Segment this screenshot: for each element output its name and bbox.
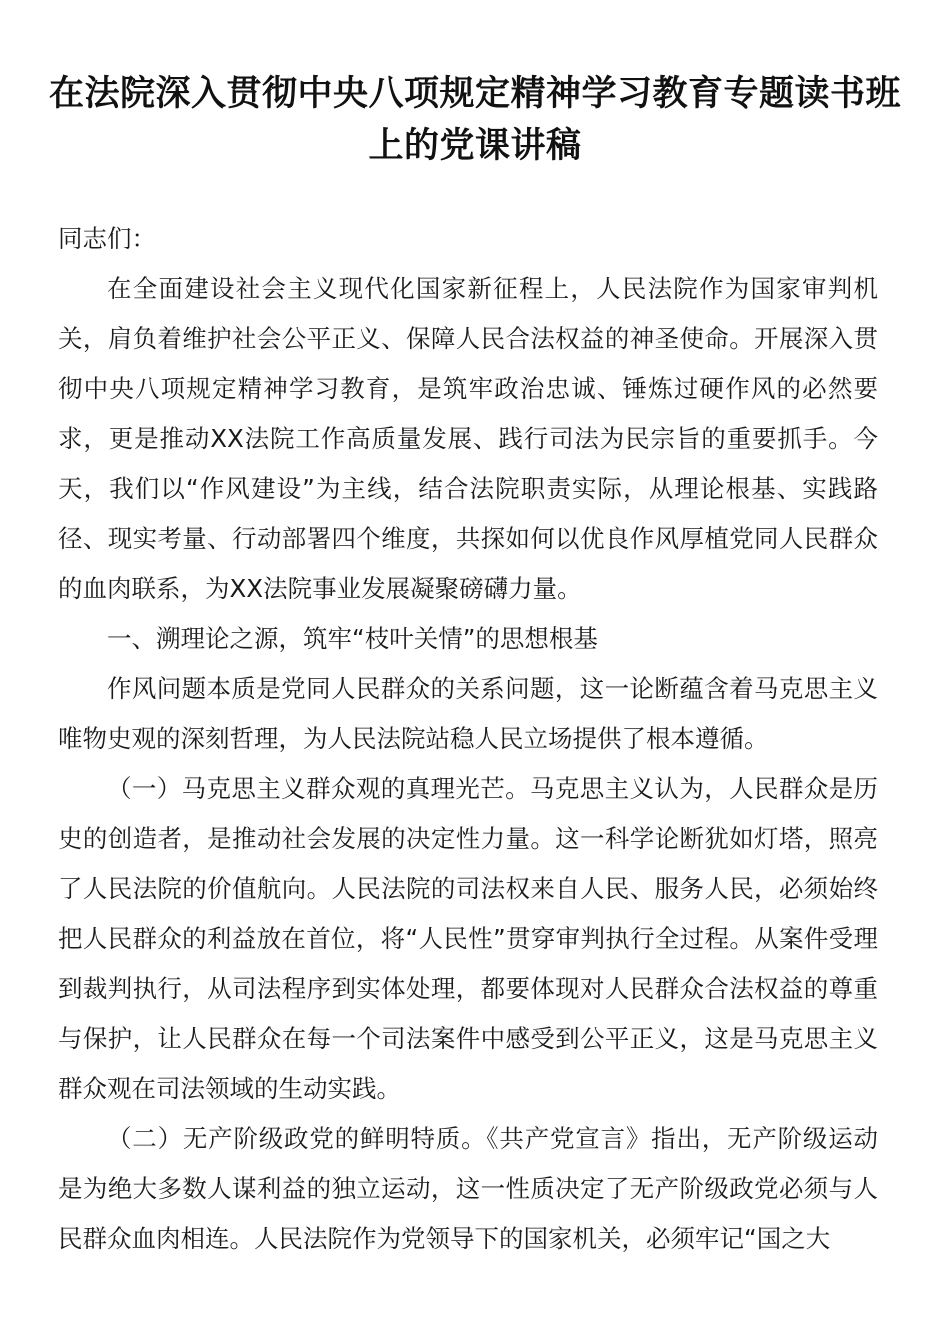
- document-title: 在法院深入贯彻中央八项规定精神学习教育专题读书班上的党课讲稿: [48, 74, 901, 166]
- subsection-2-paragraph: （二）无产阶级政党的鲜明特质。《共产党宣言》指出，无产阶级运动是为绝大多数人谋利益的独立运动，这一性质决定了无产阶级政党必须与人民群众血肉相连。人民法院作为党领导下的国家机关，必须牢记“国之大: [58, 1124, 878, 1253]
- section-1-paragraph: 作风问题本质是党同人民群众的关系问题，这一论断蕴含着马克思主义唯物史观的深刻哲理，为人民法院站稳人民立场提供了根本遵循。: [58, 674, 878, 753]
- section-heading-1: 一、溯理论之源，筑牢“枝叶关情”的思想根基: [107, 624, 598, 653]
- document-body: [58, 214, 878, 1264]
- subsection-1-paragraph: （一）马克思主义群众观的真理光芒。马克思主义认为，人民群众是历史的创造者，是推动社会发展的决定性力量。这一科学论断犹如灯塔，照亮了人民法院的价值航向。人民法院的司法权来自人民、服务人民，必须始终把人民群众的利益放在首位，将“人民性”贯穿审判执行全过程。从案件受理到裁判执行，从司法程序到实体处理，都要体现对人民群众合法权益的尊重与保护，让人民群众在每一个司法案件中感受到公平正义，这是马克思主义群众观在司法领域的生动实践。: [58, 774, 878, 1103]
- intro-paragraph: 在全面建设社会主义现代化国家新征程上，人民法院作为国家审判机关，肩负着维护社会公平正义、保障人民合法权益的神圣使命。开展深入贯彻中央八项规定精神学习教育，是筑牢政治忠诚、锤炼过硬作风的必然要求，更是推动XX法院工作高质量发展、践行司法为民宗旨的重要抓手。今天，我们以“作风建设”为主线，结合法院职责实际，从理论根基、实践路径、现实考量、行动部署四个维度，共探如何以优良作风厚植党同人民群众的血肉联系，为XX法院事业发展凝聚磅礴力量。: [58, 274, 878, 603]
- salutation: 同志们：: [58, 224, 156, 253]
